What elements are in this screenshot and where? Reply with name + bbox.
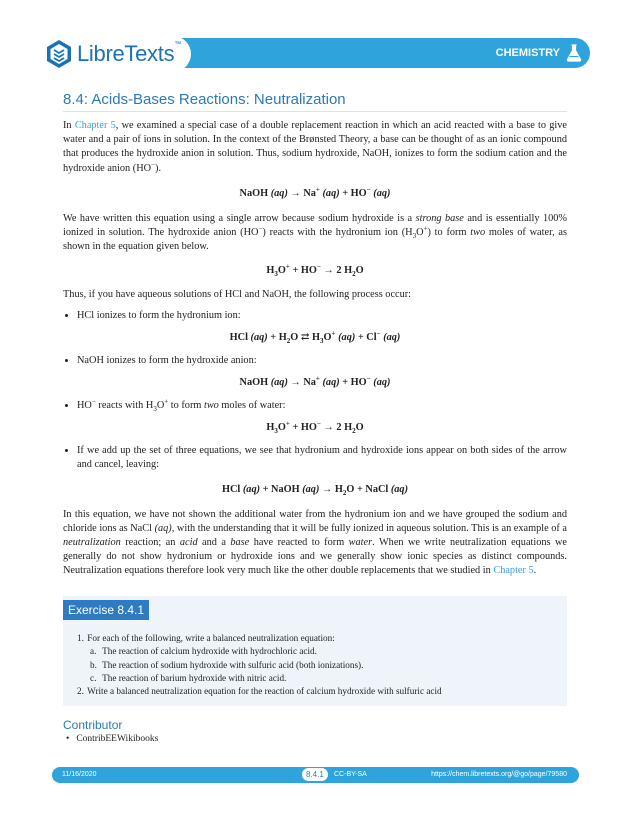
chapter-5-link[interactable]: Chapter 5 [74, 120, 116, 131]
paragraph-neutralization: In this equation, we have not shown the additional water from the hydronium ion and we have grouped the sodium and chloride ions as NaCl (aq), with the understanding that it will be fully ionized in aqueous solution. This is an example of a neutralization reaction; an acid and a base have reacted to form water. When we write neutralization equations we generally do not show hydronium or hydroxide ions and we generally show ionic species as distinct compounds. Neutralization equations therefore look very much like the other double replacements that we studied in Chapter 5. [63, 508, 568, 577]
footer-date: 11/16/2020 [62, 771, 97, 778]
equation-net-neutralization: HCl (aq) + NaOH $(aq) \to H_2O$ + NaCl (aq) [221, 483, 408, 497]
flask-icon [566, 44, 582, 62]
exercise-subquestion: a. The reaction of calcium hydroxide with hydrochloric acid. [90, 646, 317, 657]
contributor-heading: Contributor [63, 718, 123, 732]
paragraph-intro: In Chapter 5, we examined a special case of a double replacement reaction in which an acid reacted with a base to give water and a pair of ions in solution. In the context of the Brønsted Theory, a base can be thought of as an ionic compound that produces the hydroxide anion in solution. Thus, sodium hydroxide, NaOH, ionizes to form the sodium cation and the hydroxide anion (HO−). [63, 120, 567, 174]
exercise-subquestion: c. The reaction of barium hydroxide with nitric acid. [90, 672, 287, 683]
contributor-item: • ContribEEWikibooks [66, 734, 159, 744]
equation-hcl-ionization: HCl $(aq) + H_2O$ ⇄ $H_3O^+$ (aq) + Cl− (aq) [229, 329, 401, 345]
exercise-subquestion: b. The reaction of sodium hydroxide with sulfuric acid (both ionizations). [90, 659, 364, 670]
logo-text: LibreTexts™ [77, 41, 181, 66]
list-item: • HO− reacts with $H_3O^+$ to form two moles of water: [77, 399, 567, 413]
footer-page-number: 8.4.1 [302, 768, 328, 781]
paragraph-strong-base: We have written this equation using a single arrow because sodium hydroxide is a strong base and is essentially 100% ionized in solution. The hydroxide anion (HO−) reacts with the hydronium ion $(H_3O^+)$ to form two moles of water, as shown in the equation given below. [63, 212, 568, 253]
equation-naoh-ionization: NaOH (aq) → Na+ (aq) + HO− (aq) [239, 185, 391, 199]
equation-water-formation: $H_3O^+ + HO^- \to 2$ $H_2O$ [266, 263, 364, 279]
exercise-questions [77, 632, 547, 698]
exercise-box [63, 596, 567, 706]
bullet-list-2 [63, 354, 567, 368]
equation-water-formation-2: $H_3O^+ + HO^- \to 2$ $H_2O$ [266, 419, 364, 436]
exercise-question-2: 2. Write a balanced neutralization equation for the reaction of calcium hydroxide with sulfuric acid [77, 686, 442, 697]
equation-naoh-ionization-2: NaOH (aq) → Na+ (aq) + HO− (aq) [239, 374, 391, 389]
main-content [63, 119, 567, 579]
bullet-list-3 [63, 399, 567, 413]
paragraph-process: Thus, if you have aqueous solutions of HCl and NaOH, the following process occur: [63, 289, 412, 301]
libretexts-logo-icon [44, 39, 74, 69]
exercise-question-1: 1. For each of the following, write a balanced neutralization equation: a. The reaction of calcium hydroxide with hydrochloric acid. b. The reaction of sodium hydroxide with sulfuric acid (both ionizations). c. The reaction of barium hydroxide with nitric acid. [77, 632, 547, 685]
list-item: • If we add up the set of three equations, we see that hydronium and hydroxide ions appear on both sides of the arrow and cancel, leaving: [77, 444, 567, 472]
bullet-list-1 [63, 309, 567, 323]
footer-bar [52, 767, 579, 783]
libretexts-logo[interactable] [44, 36, 191, 72]
list-item: • NaOH ionizes to form the hydroxide anion: [77, 354, 567, 368]
bullet-list-4 [63, 444, 567, 472]
list-item: • HCl ionizes to form the hydronium ion: [77, 309, 567, 323]
subject-label[interactable]: CHEMISTRY [496, 44, 582, 62]
chapter-5-link[interactable]: Chapter 5 [493, 565, 534, 577]
page-title: 8.4: Acids-Bases Reactions: Neutralization [63, 91, 567, 112]
exercise-label: Exercise 8.4.1 [63, 600, 149, 620]
footer-license[interactable]: CC-BY-SA [334, 771, 367, 778]
footer-url-link[interactable]: https://chem.libretexts.org/@go/page/79580 [431, 771, 567, 778]
